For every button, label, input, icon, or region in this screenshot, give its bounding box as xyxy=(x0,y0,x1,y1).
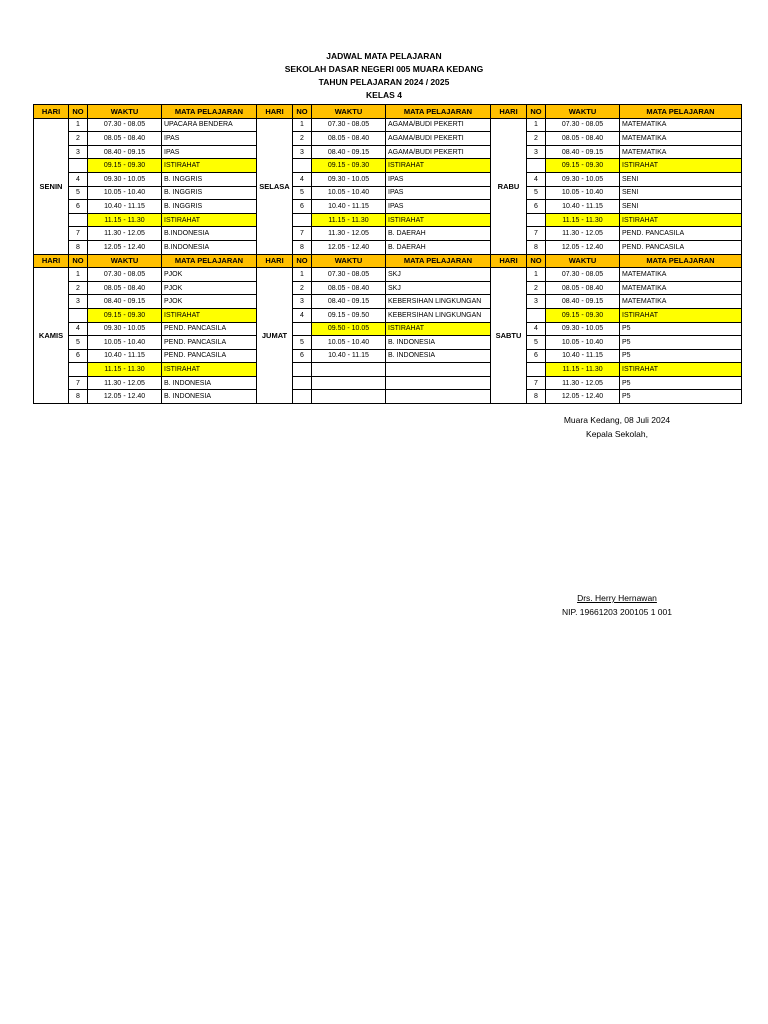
subject-name: ISTIRAHAT xyxy=(620,159,742,173)
table-row xyxy=(34,159,742,173)
period-number: 8 xyxy=(293,240,312,254)
period-time: 10.40 - 11.15 xyxy=(546,349,620,363)
subject-name: SKJ xyxy=(386,268,491,282)
period-number: 8 xyxy=(69,390,88,404)
period-number xyxy=(69,363,88,377)
period-time: 09.50 - 10.05 xyxy=(312,322,386,336)
subject-name: UPACARA BENDERA xyxy=(162,118,257,132)
period-time: 10.05 - 10.40 xyxy=(88,186,162,200)
period-number: 7 xyxy=(527,376,546,390)
subject-name: MATEMATIKA xyxy=(620,268,742,282)
col-header-hari: HARI xyxy=(34,105,69,119)
period-number xyxy=(527,308,546,322)
subject-name xyxy=(386,363,491,377)
col-header-mapel: MATA PELAJARAN xyxy=(620,105,742,119)
period-time: 09.15 - 09.50 xyxy=(312,308,386,322)
period-number: 5 xyxy=(527,186,546,200)
header-row xyxy=(34,105,742,119)
period-time: 08.05 - 08.40 xyxy=(88,132,162,146)
subject-name: B. INDONESIA xyxy=(386,336,491,350)
subject-name: P5 xyxy=(620,390,742,404)
period-number: 5 xyxy=(293,336,312,350)
period-time: 08.40 - 09.15 xyxy=(546,295,620,309)
period-number: 2 xyxy=(293,132,312,146)
subject-name: SENI xyxy=(620,172,742,186)
table-row xyxy=(34,390,742,404)
subject-name: MATEMATIKA xyxy=(620,281,742,295)
subject-name: ISTIRAHAT xyxy=(386,159,491,173)
period-time: 10.40 - 11.15 xyxy=(88,200,162,214)
period-number: 5 xyxy=(69,336,88,350)
header-row xyxy=(34,254,742,268)
day-name: KAMIS xyxy=(34,268,69,404)
period-number: 4 xyxy=(527,322,546,336)
subject-name: SENI xyxy=(620,186,742,200)
period-number: 4 xyxy=(69,322,88,336)
subject-name: KEBERSIHAN LINGKUNGAN xyxy=(386,308,491,322)
period-number xyxy=(293,363,312,377)
table-row xyxy=(34,200,742,214)
period-number: 6 xyxy=(293,349,312,363)
table-row xyxy=(34,281,742,295)
subject-name: ISTIRAHAT xyxy=(620,308,742,322)
period-time: 11.15 - 11.30 xyxy=(88,213,162,227)
subject-name: PEND. PANCASILA xyxy=(162,336,257,350)
table-row xyxy=(34,322,742,336)
period-time: 09.15 - 09.30 xyxy=(312,159,386,173)
school-name: SEKOLAH DASAR NEGERI 005 MUARA KEDANG xyxy=(284,64,484,74)
col-header-no: NO xyxy=(293,105,312,119)
table-row xyxy=(34,213,742,227)
subject-name: PEND. PANCASILA xyxy=(620,227,742,241)
period-number: 3 xyxy=(69,145,88,159)
period-time: 11.30 - 12.05 xyxy=(546,376,620,390)
table-row xyxy=(34,186,742,200)
subject-name: PJOK xyxy=(162,281,257,295)
period-number: 1 xyxy=(69,118,88,132)
period-number: 5 xyxy=(527,336,546,350)
period-number: 4 xyxy=(69,172,88,186)
day-name: SENIN xyxy=(34,118,69,254)
col-header-waktu: WAKTU xyxy=(88,254,162,268)
period-time: 09.15 - 09.30 xyxy=(546,308,620,322)
subject-name: PJOK xyxy=(162,295,257,309)
period-number: 2 xyxy=(527,132,546,146)
col-header-waktu: WAKTU xyxy=(546,254,620,268)
period-time: 09.15 - 09.30 xyxy=(546,159,620,173)
col-header-hari: HARI xyxy=(257,254,293,268)
principal-nip: NIP. 19661203 200105 1 001 xyxy=(562,607,672,617)
table-row xyxy=(34,268,742,282)
period-time: 11.30 - 12.05 xyxy=(312,227,386,241)
subject-name: B. INDONESIA xyxy=(162,376,257,390)
period-time: 10.40 - 11.15 xyxy=(88,349,162,363)
subject-name: B. DAERAH xyxy=(386,227,491,241)
period-number xyxy=(69,308,88,322)
period-number xyxy=(527,213,546,227)
subject-name: ISTIRAHAT xyxy=(162,363,257,377)
period-number: 4 xyxy=(293,308,312,322)
table-row xyxy=(34,227,742,241)
subject-name: IPAS xyxy=(162,132,257,146)
subject-name: B. INGGRIS xyxy=(162,200,257,214)
period-number xyxy=(293,376,312,390)
period-time: 09.15 - 09.30 xyxy=(88,308,162,322)
period-time: 11.15 - 11.30 xyxy=(546,363,620,377)
period-number: 1 xyxy=(527,268,546,282)
subject-name: SKJ xyxy=(386,281,491,295)
period-number: 8 xyxy=(527,390,546,404)
academic-year: TAHUN PELAJARAN 2024 / 2025 xyxy=(318,77,450,87)
period-time: 08.40 - 09.15 xyxy=(546,145,620,159)
subject-name: ISTIRAHAT xyxy=(386,322,491,336)
subject-name: ISTIRAHAT xyxy=(620,213,742,227)
subject-name: P5 xyxy=(620,376,742,390)
col-header-mapel: MATA PELAJARAN xyxy=(162,105,257,119)
period-time xyxy=(312,390,386,404)
subject-name: PEND. PANCASILA xyxy=(162,322,257,336)
schedule-table xyxy=(33,104,742,404)
period-time: 12.05 - 12.40 xyxy=(88,390,162,404)
subject-name: PEND. PANCASILA xyxy=(162,349,257,363)
subject-name: MATEMATIKA xyxy=(620,145,742,159)
subject-name: MATEMATIKA xyxy=(620,295,742,309)
period-number: 3 xyxy=(527,295,546,309)
period-number xyxy=(69,159,88,173)
period-time: 09.15 - 09.30 xyxy=(88,159,162,173)
subject-name: B. INGGRIS xyxy=(162,172,257,186)
period-time: 07.30 - 08.05 xyxy=(546,118,620,132)
col-header-mapel: MATA PELAJARAN xyxy=(620,254,742,268)
table-row xyxy=(34,336,742,350)
period-time: 10.05 - 10.40 xyxy=(88,336,162,350)
period-time: 09.30 - 10.05 xyxy=(546,322,620,336)
period-number: 2 xyxy=(69,132,88,146)
period-number xyxy=(527,363,546,377)
period-time: 09.30 - 10.05 xyxy=(88,322,162,336)
period-time: 08.05 - 08.40 xyxy=(546,132,620,146)
period-time: 11.30 - 12.05 xyxy=(88,227,162,241)
subject-name: ISTIRAHAT xyxy=(162,159,257,173)
period-time: 07.30 - 08.05 xyxy=(546,268,620,282)
period-number: 5 xyxy=(69,186,88,200)
subject-name: B.INDONESIA xyxy=(162,240,257,254)
period-number: 1 xyxy=(527,118,546,132)
subject-name: P5 xyxy=(620,349,742,363)
col-header-no: NO xyxy=(69,105,88,119)
subject-name: MATEMATIKA xyxy=(620,118,742,132)
period-number: 2 xyxy=(293,281,312,295)
table-row xyxy=(34,308,742,322)
col-header-no: NO xyxy=(527,105,546,119)
subject-name: B. DAERAH xyxy=(386,240,491,254)
table-row xyxy=(34,376,742,390)
period-time: 10.40 - 11.15 xyxy=(546,200,620,214)
col-header-waktu: WAKTU xyxy=(546,105,620,119)
subject-name: IPAS xyxy=(386,200,491,214)
subject-name: IPAS xyxy=(386,172,491,186)
day-name: RABU xyxy=(491,118,527,254)
period-number: 4 xyxy=(527,172,546,186)
principal-name: Drs. Herry Hernawan xyxy=(577,593,657,603)
col-header-hari: HARI xyxy=(257,105,293,119)
subject-name: B. INDONESIA xyxy=(386,349,491,363)
day-name: SABTU xyxy=(491,268,527,404)
subject-name: B.INDONESIA xyxy=(162,227,257,241)
period-number xyxy=(293,390,312,404)
col-header-mapel: MATA PELAJARAN xyxy=(162,254,257,268)
col-header-no: NO xyxy=(293,254,312,268)
period-time xyxy=(312,363,386,377)
period-number: 8 xyxy=(69,240,88,254)
period-time: 11.15 - 11.30 xyxy=(312,213,386,227)
period-time: 08.40 - 09.15 xyxy=(312,295,386,309)
subject-name xyxy=(386,390,491,404)
period-time: 11.30 - 12.05 xyxy=(88,376,162,390)
period-number: 2 xyxy=(527,281,546,295)
period-time: 10.05 - 10.40 xyxy=(312,336,386,350)
period-time: 12.05 - 12.40 xyxy=(88,240,162,254)
subject-name: AGAMA/BUDI PEKERTI xyxy=(386,118,491,132)
table-row xyxy=(34,118,742,132)
period-time: 09.30 - 10.05 xyxy=(312,172,386,186)
col-header-hari: HARI xyxy=(491,254,527,268)
table-row xyxy=(34,363,742,377)
period-time: 08.05 - 08.40 xyxy=(312,132,386,146)
period-number xyxy=(293,213,312,227)
period-number xyxy=(293,159,312,173)
period-number: 6 xyxy=(527,200,546,214)
period-number xyxy=(69,213,88,227)
period-number: 6 xyxy=(293,200,312,214)
subject-name: P5 xyxy=(620,336,742,350)
period-time: 10.40 - 11.15 xyxy=(312,200,386,214)
subject-name: B. INDONESIA xyxy=(162,390,257,404)
period-time: 11.30 - 12.05 xyxy=(546,227,620,241)
period-time: 08.05 - 08.40 xyxy=(312,281,386,295)
period-number: 6 xyxy=(527,349,546,363)
col-header-no: NO xyxy=(527,254,546,268)
period-time: 10.40 - 11.15 xyxy=(312,349,386,363)
period-time: 07.30 - 08.05 xyxy=(88,118,162,132)
period-number: 1 xyxy=(293,268,312,282)
col-header-mapel: MATA PELAJARAN xyxy=(386,105,491,119)
table-row xyxy=(34,132,742,146)
place-date: Muara Kedang, 08 Juli 2024 xyxy=(563,415,671,425)
col-header-waktu: WAKTU xyxy=(312,105,386,119)
period-time: 12.05 - 12.40 xyxy=(546,390,620,404)
period-time xyxy=(312,376,386,390)
table-row xyxy=(34,145,742,159)
period-number: 7 xyxy=(293,227,312,241)
period-time: 10.05 - 10.40 xyxy=(546,186,620,200)
period-number: 2 xyxy=(69,281,88,295)
principal-role: Kepala Sekolah, xyxy=(586,429,648,439)
table-row xyxy=(34,172,742,186)
subject-name: B. INGGRIS xyxy=(162,186,257,200)
period-time: 09.30 - 10.05 xyxy=(88,172,162,186)
subject-name: SENI xyxy=(620,200,742,214)
subject-name: ISTIRAHAT xyxy=(620,363,742,377)
period-time: 07.30 - 08.05 xyxy=(312,118,386,132)
col-header-no: NO xyxy=(69,254,88,268)
col-header-waktu: WAKTU xyxy=(88,105,162,119)
period-time: 11.15 - 11.30 xyxy=(546,213,620,227)
subject-name: IPAS xyxy=(386,186,491,200)
table-row xyxy=(34,240,742,254)
period-time: 08.05 - 08.40 xyxy=(546,281,620,295)
period-number: 3 xyxy=(293,295,312,309)
period-number: 7 xyxy=(69,376,88,390)
period-time: 11.15 - 11.30 xyxy=(88,363,162,377)
period-time: 08.40 - 09.15 xyxy=(312,145,386,159)
period-number: 8 xyxy=(527,240,546,254)
period-number: 6 xyxy=(69,200,88,214)
period-time: 09.30 - 10.05 xyxy=(546,172,620,186)
period-time: 08.05 - 08.40 xyxy=(88,281,162,295)
col-header-hari: HARI xyxy=(34,254,69,268)
subject-name: P5 xyxy=(620,322,742,336)
period-number: 4 xyxy=(293,172,312,186)
period-number xyxy=(527,159,546,173)
col-header-mapel: MATA PELAJARAN xyxy=(386,254,491,268)
subject-name: ISTIRAHAT xyxy=(162,308,257,322)
subject-name xyxy=(386,376,491,390)
period-time: 08.40 - 09.15 xyxy=(88,145,162,159)
period-time: 07.30 - 08.05 xyxy=(312,268,386,282)
period-time: 10.05 - 10.40 xyxy=(312,186,386,200)
subject-name: ISTIRAHAT xyxy=(386,213,491,227)
period-number: 7 xyxy=(527,227,546,241)
subject-name: MATEMATIKA xyxy=(620,132,742,146)
period-number: 3 xyxy=(293,145,312,159)
period-number: 7 xyxy=(69,227,88,241)
col-header-waktu: WAKTU xyxy=(312,254,386,268)
table-row xyxy=(34,349,742,363)
day-name: JUMAT xyxy=(257,268,293,404)
subject-name: ISTIRAHAT xyxy=(162,213,257,227)
period-number: 1 xyxy=(293,118,312,132)
day-name: SELASA xyxy=(257,118,293,254)
period-time: 10.05 - 10.40 xyxy=(546,336,620,350)
subject-name: AGAMA/BUDI PEKERTI xyxy=(386,145,491,159)
period-number: 3 xyxy=(69,295,88,309)
period-time: 07.30 - 08.05 xyxy=(88,268,162,282)
period-time: 12.05 - 12.40 xyxy=(546,240,620,254)
period-time: 08.40 - 09.15 xyxy=(88,295,162,309)
period-number: 1 xyxy=(69,268,88,282)
subject-name: KEBERSIHAN LINGKUNGAN xyxy=(386,295,491,309)
class-label: KELAS 4 xyxy=(366,90,402,100)
period-number: 3 xyxy=(527,145,546,159)
col-header-hari: HARI xyxy=(491,105,527,119)
period-number: 5 xyxy=(293,186,312,200)
subject-name: PJOK xyxy=(162,268,257,282)
period-number xyxy=(293,322,312,336)
table-row xyxy=(34,295,742,309)
schedule-title: JADWAL MATA PELAJARAN xyxy=(326,51,442,61)
subject-name: PEND. PANCASILA xyxy=(620,240,742,254)
period-number: 6 xyxy=(69,349,88,363)
subject-name: AGAMA/BUDI PEKERTI xyxy=(386,132,491,146)
subject-name: IPAS xyxy=(162,145,257,159)
period-time: 12.05 - 12.40 xyxy=(312,240,386,254)
